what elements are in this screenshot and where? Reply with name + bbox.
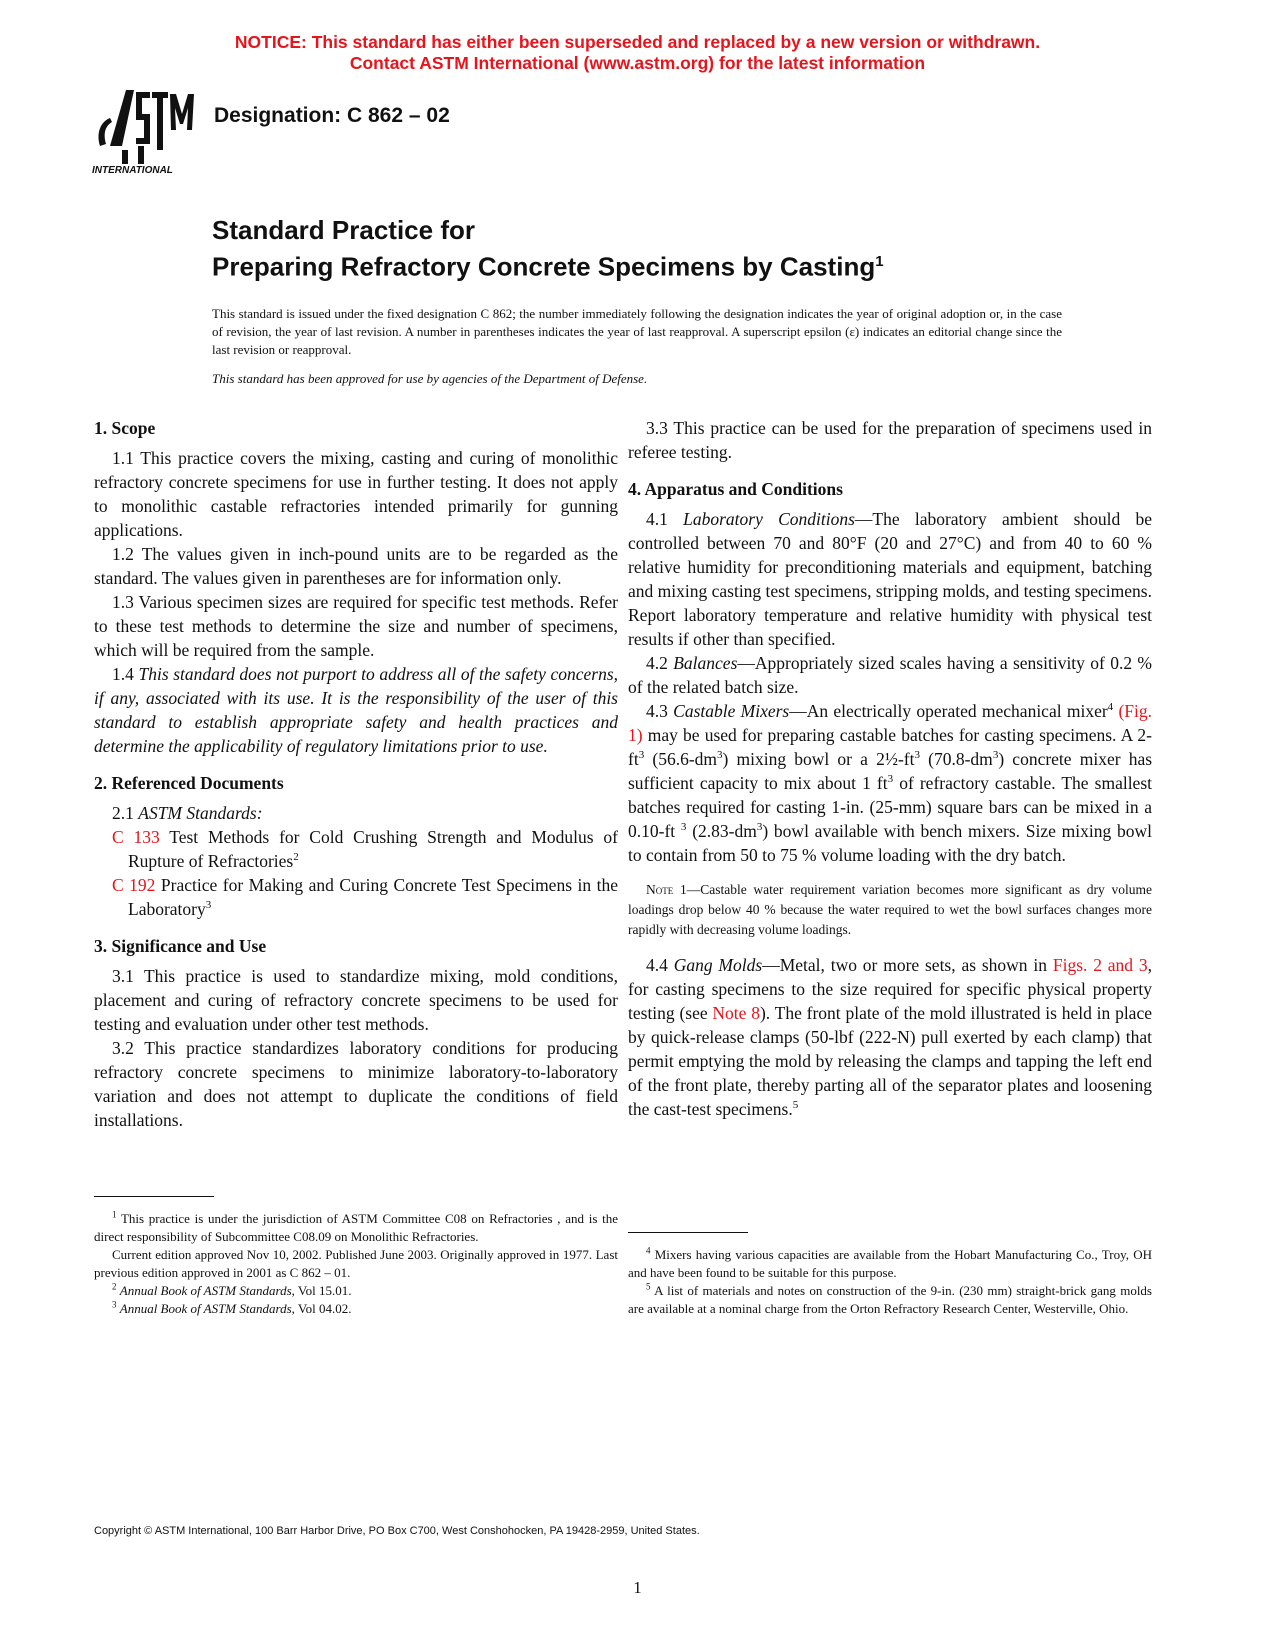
left-column [94,416,618,1132]
para-2-1-text: ASTM Standards: [138,803,263,823]
footnote-5 [628,1282,1152,1318]
para-1-4 [94,662,618,758]
notice-line-1: NOTICE: This standard has either been superseded and replaced by a new version or withdrawn. [234,32,1041,52]
reference-c133-footnote: 2 [293,851,299,864]
reference-c133 [94,825,618,873]
reference-c192 [94,873,618,921]
issuance-statement: This standard is issued under the fixed designation C 862; the number immediately following the designation indicates the year of original adoption or, in the case of revision, the year of last revision. A number in parentheses indicates the year of last reapproval. A superscript epsilon (ε) indicates an editorial change since the last revision or reapproval. [212,306,1062,357]
cube-sup-3: 3 [914,749,920,762]
dod-approval: This standard has been approved for use by agencies of the Department of Defense. [212,371,648,386]
para-2-1-number: 2.1 [112,803,134,823]
para-4-3-part-h: (2.83-dm [692,821,757,841]
footnotes-right [628,1246,1152,1318]
link-note-8[interactable]: Note 8 [712,1003,760,1023]
link-c133[interactable]: C 133 [112,827,160,847]
right-column [628,416,1152,1121]
para-4-2-number: 4.2 [646,653,668,673]
link-figs-2-3[interactable]: Figs. 2 and 3 [1052,955,1148,975]
para-4-1-term: Laboratory Conditions [683,509,855,529]
cube-sup-4: 3 [992,749,999,762]
para-1-4-number: 1.4 [112,664,134,684]
footnote-4-text: Mixers having various capacities are available from the Hobart Manufacturing Co., Troy, OH and have been found to be suitable for this purpose. [628,1247,1152,1280]
para-4-3-part-g: of refractory castable. The smallest batches required for casting 1-in. (25-mm) square bars can be mixed in a 0.10-ft [628,773,1152,841]
para-4-3-part-d: ) mixing bowl or a 2½-ft [722,749,915,769]
para-4-4 [628,953,1152,1121]
astm-logo [92,84,202,176]
footnote-rule-right [628,1232,748,1233]
title-footnote-ref: 1 [875,253,884,270]
note-1 [628,880,1152,940]
footnote-3-volume: , Vol 04.02. [291,1301,352,1316]
note-1-text: 1—Castable water requirement variation becomes more significant as dry volume loadings drop below 40 % because the water required to wet the bowl surfaces changes more rapidly with decreasing volume loadings. [628,882,1153,937]
para-4-3-part-a: —An electrically operated mechanical mixer [789,701,1108,721]
para-4-2-term: Balances [673,653,738,673]
footnote-rule-left [94,1196,214,1197]
para-3-3: 3.3 This practice can be used for the preparation of specimens used in referee testing. [628,418,1152,462]
cube-sup-2: 3 [717,749,723,762]
footnote-4-marker: 4 [646,1245,651,1256]
para-3-2: 3.2 This practice standardizes laboratory conditions for producing refractory concrete specimens to minimize laboratory-to-laboratory variation and does not attempt to duplicate the conditions of field installations. [94,1038,618,1130]
section-1-heading: 1. Scope [94,418,156,438]
para-1-4-text: This standard does not purport to address all of the safety concerns, if any, associated with its use. It is the responsibility of the user of this standard to establish appropriate safety and health practices and determine the applicability of regulatory limitations prior to use. [94,664,619,756]
reference-c133-text: Test Methods for Cold Crushing Strength and Modulus of Rupture of Refractories [128,827,618,871]
note-1-label: Note [646,882,674,897]
footnote-3-marker: 3 [112,1299,117,1310]
footnote-2-volume: , Vol 15.01. [291,1283,352,1298]
para-4-3-part-f: ) concrete mixer has sufficient capacity to mix about 1 ft [628,749,1153,793]
cube-sup-7: 3 [756,821,763,834]
para-4-1 [628,507,1152,651]
para-4-1-text: —The laboratory ambient should be controlled between 70 and 80°F (20 and 27°C) and from 40 to 60 % relative humidity for preconditioning materials and equipment, batching and mixing casting test specimens, stripping molds, and testing specimens. Report laboratory temperature and relative humidity with physical test results if other than specified. [628,509,1152,649]
page-number: 1 [633,1578,642,1597]
notice-line-2: Contact ASTM International (www.astm.org) for the latest information [349,53,926,73]
footnote-1-text: This practice is under the jurisdiction of ASTM Committee C08 on Refractories , and is the direct responsibility of Subcommittee C08.09 on Monolithic Refractories. [94,1211,618,1244]
footnote-4-ref: 4 [1107,701,1114,714]
footnote-5-marker: 5 [646,1281,651,1292]
cube-sup-1: 3 [638,749,645,762]
para-4-4-term: Gang Molds [673,955,763,975]
footnote-1-edition: Current edition approved Nov 10, 2002. Published June 2003. Originally approved in 1977. Last previous edition approved in 2001 as C 862 – 01. [94,1247,618,1280]
para-4-2 [628,651,1152,699]
section-4-heading: 4. Apparatus and Conditions [628,479,843,499]
para-4-4-part-a: —Metal, two or more sets, as shown in [762,955,1047,975]
title-line-2-text: Preparing Refractory Concrete Specimens by Casting [212,251,876,282]
title-line-1: Standard Practice for [212,215,475,245]
document-title [212,214,884,283]
logo-wordmark: INTERNATIONAL [92,165,173,176]
para-4-4-part-b: , for casting specimens to the size required for specific physical property testing (see [628,955,1153,1023]
footnote-1 [94,1210,618,1246]
footnote-1-marker: 1 [112,1209,117,1220]
title-line-2 [212,246,884,283]
para-4-4-number: 4.4 [646,955,668,975]
footnotes-left [94,1210,618,1318]
cube-sup-5: 3 [887,773,894,786]
reference-c192-footnote: 3 [205,899,212,912]
para-3-1: 3.1 This practice is used to standardize mixing, mold conditions, placement and curing of refractory concrete specimens to be used for testing and evaluation under other test methods. [94,966,618,1034]
footnote-2-marker: 2 [112,1281,117,1292]
cube-sup-6: 3 [680,821,687,834]
footnote-5-ref: 5 [792,1099,799,1112]
footnote-2-title: Annual Book of ASTM Standards [119,1283,292,1298]
section-2-heading: 2. Referenced Documents [94,773,284,793]
para-4-3-part-i: ) bowl available with bench mixers. Size mixing bowl to contain from 50 to 75 % volume loading with the dry batch. [628,821,1153,865]
para-4-3-term: Castable Mixers [673,701,790,721]
para-1-1: 1.1 This practice covers the mixing, casting and curing of monolithic refractory concrete specimens for use in further testing. It does not apply to monolithic castable refractories intended primarily for gunning applications. [94,448,618,540]
footnote-3-title: Annual Book of ASTM Standards [119,1301,292,1316]
para-4-3-number: 4.3 [646,701,668,721]
para-1-2: 1.2 The values given in inch-pound units are to be regarded as the standard. The values given in parentheses are for information only. [94,544,618,588]
para-2-1 [94,801,618,825]
reference-c192-text: Practice for Making and Curing Concrete Test Specimens in the Laboratory [128,875,618,919]
para-4-3-part-c: (56.6-dm [652,749,718,769]
para-1-3: 1.3 Various specimen sizes are required for specific test methods. Refer to these test methods to determine the size and number of specimens, which will be required from the sample. [94,592,618,660]
withdrawal-notice [0,32,1275,74]
footnote-4 [628,1246,1152,1282]
para-4-1-number: 4.1 [646,509,668,529]
para-4-2-text: —Appropriately sized scales having a sensitivity of 0.2 % of the related batch size. [628,653,1153,697]
para-4-3 [628,699,1152,867]
link-c192[interactable]: C 192 [112,875,156,895]
footnote-3 [94,1300,618,1318]
footnote-5-text: A list of materials and notes on construction of the 9-in. (230 mm) straight-brick gang molds are available at a nominal charge from the Orton Refractory Research Center, Westerville, Ohio. [628,1283,1152,1316]
copyright-line: Copyright © ASTM International, 100 Barr Harbor Drive, PO Box C700, West Conshohocken, PA 19428-2959, United States. [94,1525,700,1537]
astm-logo-icon [92,84,202,176]
para-4-4-part-c: ). The front plate of the mold illustrated is held in place by quick-release clamps (50-lbf (222-N) pull exerted by each clamp) that permit emptying the mold by releasing the clamps and tapping the left end of the front plate, thereby parting all of the separator plates and loosening the cast-test specimens. [628,1003,1152,1119]
designation: Designation: C 862 – 02 [214,104,450,127]
link-fig-1[interactable]: (Fig. 1) [628,701,1153,745]
para-4-3-part-b: may be used for preparing castable batches for casting specimens. A 2-ft [628,725,1152,769]
footnote-2 [94,1282,618,1300]
para-4-3-part-e: (70.8-dm [928,749,993,769]
section-3-heading: 3. Significance and Use [94,936,267,956]
